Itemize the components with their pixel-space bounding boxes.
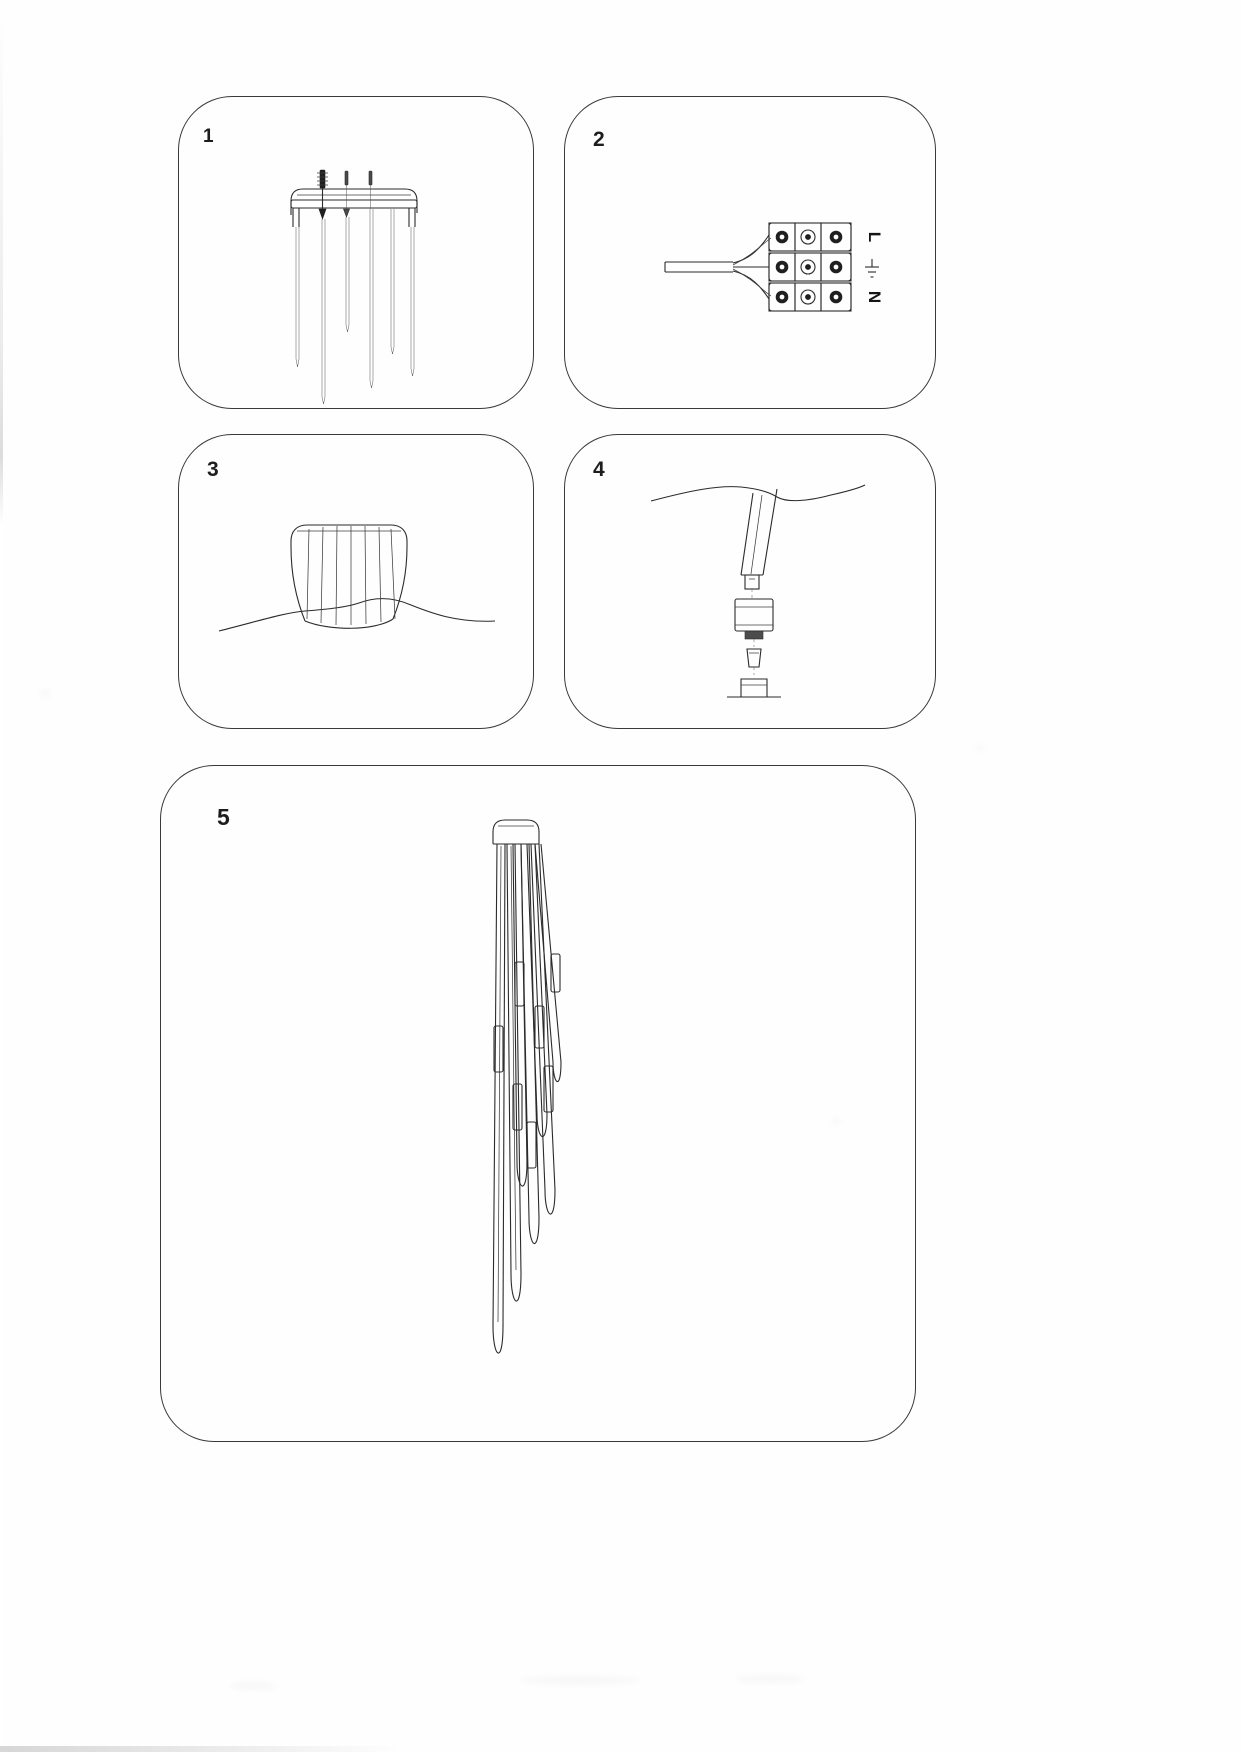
panel-2-illustration xyxy=(565,97,935,408)
scan-speck xyxy=(40,690,50,697)
scan-speck xyxy=(975,745,984,751)
scan-bottom-artifact xyxy=(0,1746,410,1752)
panel-1-number: 1 xyxy=(203,126,214,147)
panel-3-number: 3 xyxy=(207,458,219,481)
scan-speck xyxy=(735,1675,805,1683)
panel-2 xyxy=(564,96,936,409)
panel-4-illustration xyxy=(565,435,935,728)
scan-speck xyxy=(230,1682,276,1690)
panel-2-number: 2 xyxy=(593,128,605,151)
neutral-terminal-label: N xyxy=(865,290,884,304)
panel-5-number: 5 xyxy=(217,804,230,830)
scan-speck xyxy=(520,1676,640,1685)
panel-5 xyxy=(160,765,916,1442)
live-terminal-label: L xyxy=(865,231,884,243)
earth-symbol xyxy=(865,259,879,277)
panel-4-number: 4 xyxy=(593,458,605,481)
scan-edge-artifact xyxy=(0,0,3,1752)
panel-4 xyxy=(564,434,936,729)
panel-3-illustration xyxy=(179,435,533,728)
panel-3 xyxy=(178,434,534,729)
panel-1 xyxy=(178,96,534,409)
panel-5-illustration xyxy=(161,766,915,1441)
panel-1-illustration xyxy=(179,97,533,408)
